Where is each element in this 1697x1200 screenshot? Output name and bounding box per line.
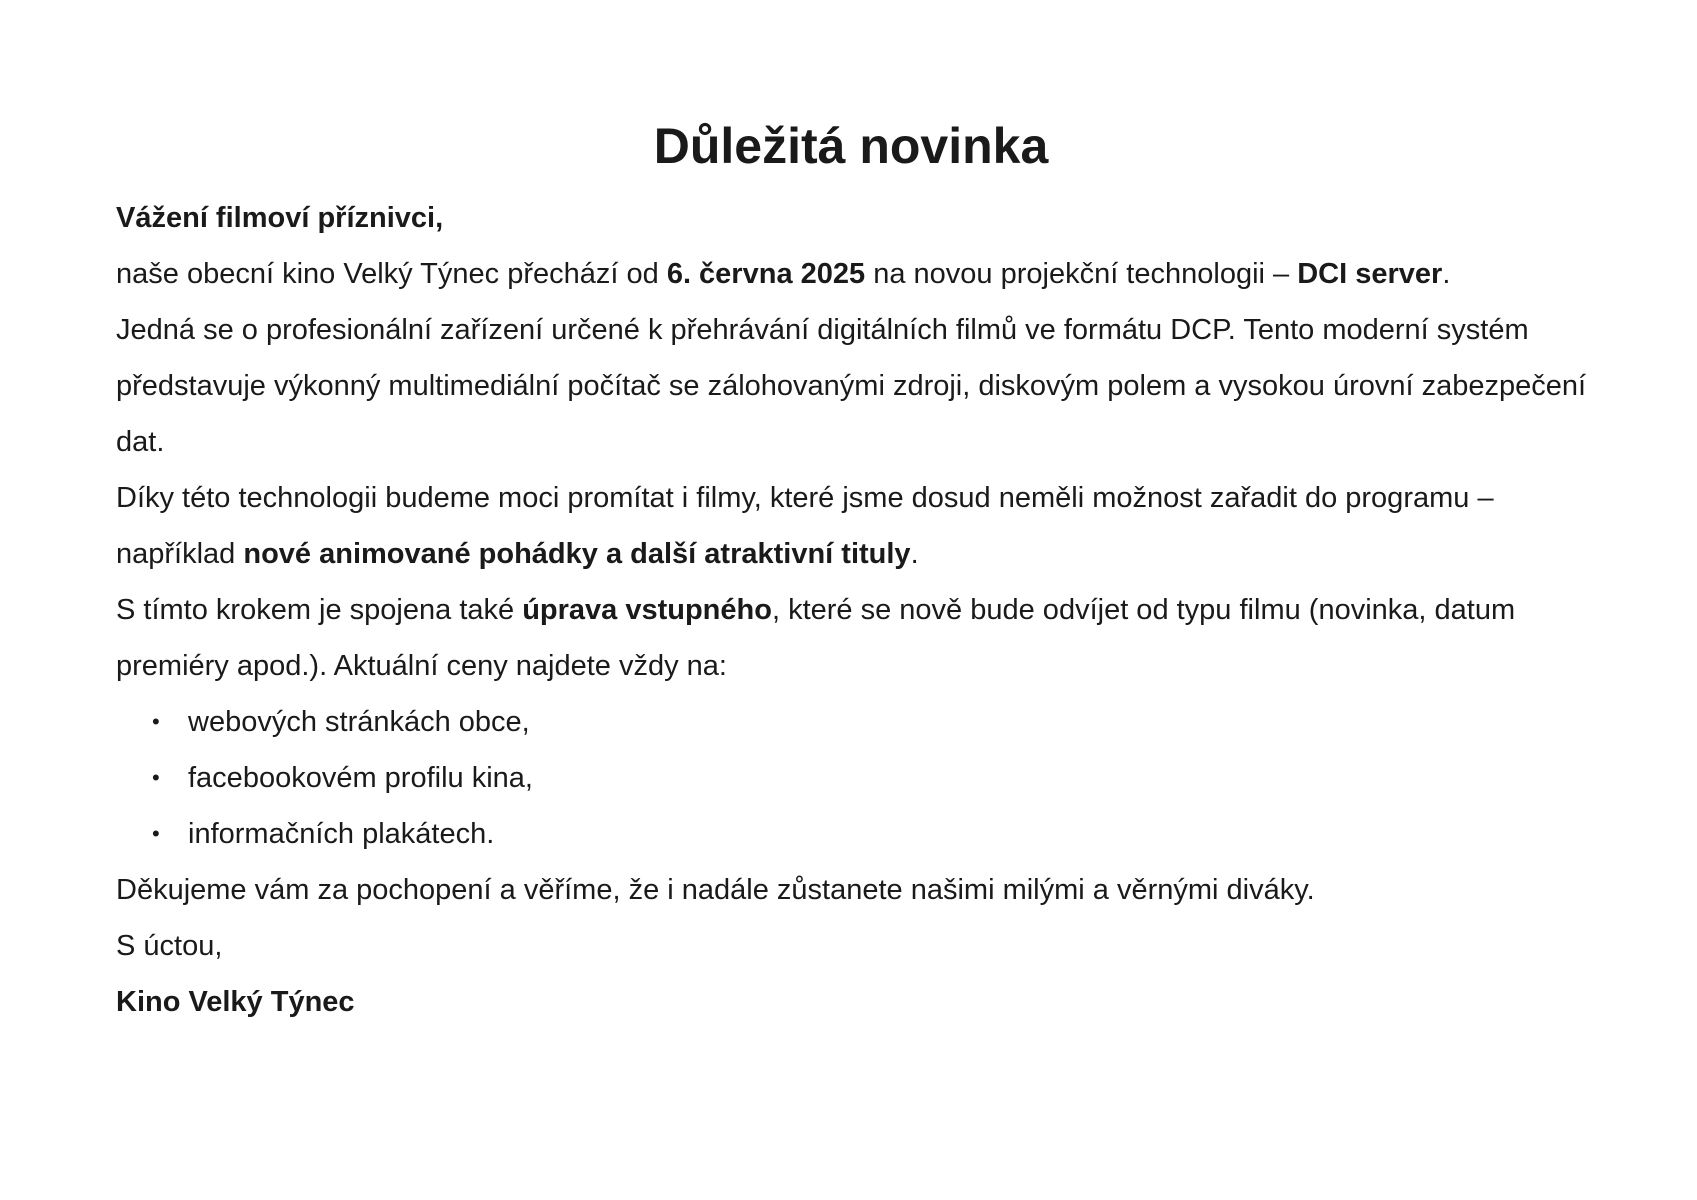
list-item-text: webových stránkách obce, — [188, 706, 530, 738]
admission-highlight: úprava vstupného — [522, 594, 772, 626]
list-item — [152, 806, 1596, 862]
page-title: Důležitá novinka — [653, 118, 1049, 174]
paragraph-device-description: Jedná se o profesionální zařízení určené k přehrávání digitálních filmů ve formátu DCP. Tento moderní systém představuje výkonný multimediální počítač se zálohovanými zdroji, diskovým polem a vysokou úrovní zabezpečení dat. — [116, 314, 1587, 458]
document-page — [116, 112, 1596, 1030]
list-item — [152, 694, 1596, 750]
transition-date: 6. června 2025 — [666, 258, 866, 290]
paragraph-thanks: Děkujeme vám za pochopení a věříme, že i nadále zůstanete našimi milými a věrnými diváky. — [116, 874, 1315, 906]
price-channels-list — [116, 694, 1596, 862]
closing: S úctou, — [116, 930, 223, 962]
list-item-text: informačních plakátech. — [188, 818, 495, 850]
greeting: Vážení filmoví příznivci, — [116, 202, 444, 234]
paragraph-new-films-text-1: Díky této technologii budeme moci promítat i filmy, které jsme dosud neměli možnost zařadit do programu – například — [116, 482, 1494, 570]
paragraph-transition-text-2: na novou projekční technologii – — [865, 258, 1298, 290]
technology-name: DCI server — [1297, 258, 1443, 290]
paragraph-new-films — [116, 470, 1596, 582]
list-item-text: facebookovém profilu kina, — [188, 762, 533, 794]
paragraph-transition — [116, 246, 1596, 302]
signature: Kino Velký Týnec — [116, 986, 355, 1018]
paragraph-admission — [116, 582, 1596, 694]
bullet-icon: • — [152, 765, 160, 790]
new-films-highlight: nové animované pohádky a další atraktivní tituly — [243, 538, 911, 570]
list-item — [152, 750, 1596, 806]
paragraph-transition-text-1: naše obecní kino Velký Týnec přechází od — [116, 258, 667, 290]
paragraph-admission-text-1: S tímto krokem je spojena také — [116, 594, 523, 626]
paragraph-transition-text-3: . — [1442, 258, 1451, 290]
paragraph-new-films-text-2: . — [910, 538, 919, 570]
paragraph-admission-text-2: , které se nově bude odvíjet od typu filmu (novinka, datum premiéry apod.). Aktuální ceny najdete vždy na: — [116, 594, 1516, 682]
bullet-icon: • — [152, 821, 160, 846]
bullet-icon: • — [152, 709, 160, 734]
